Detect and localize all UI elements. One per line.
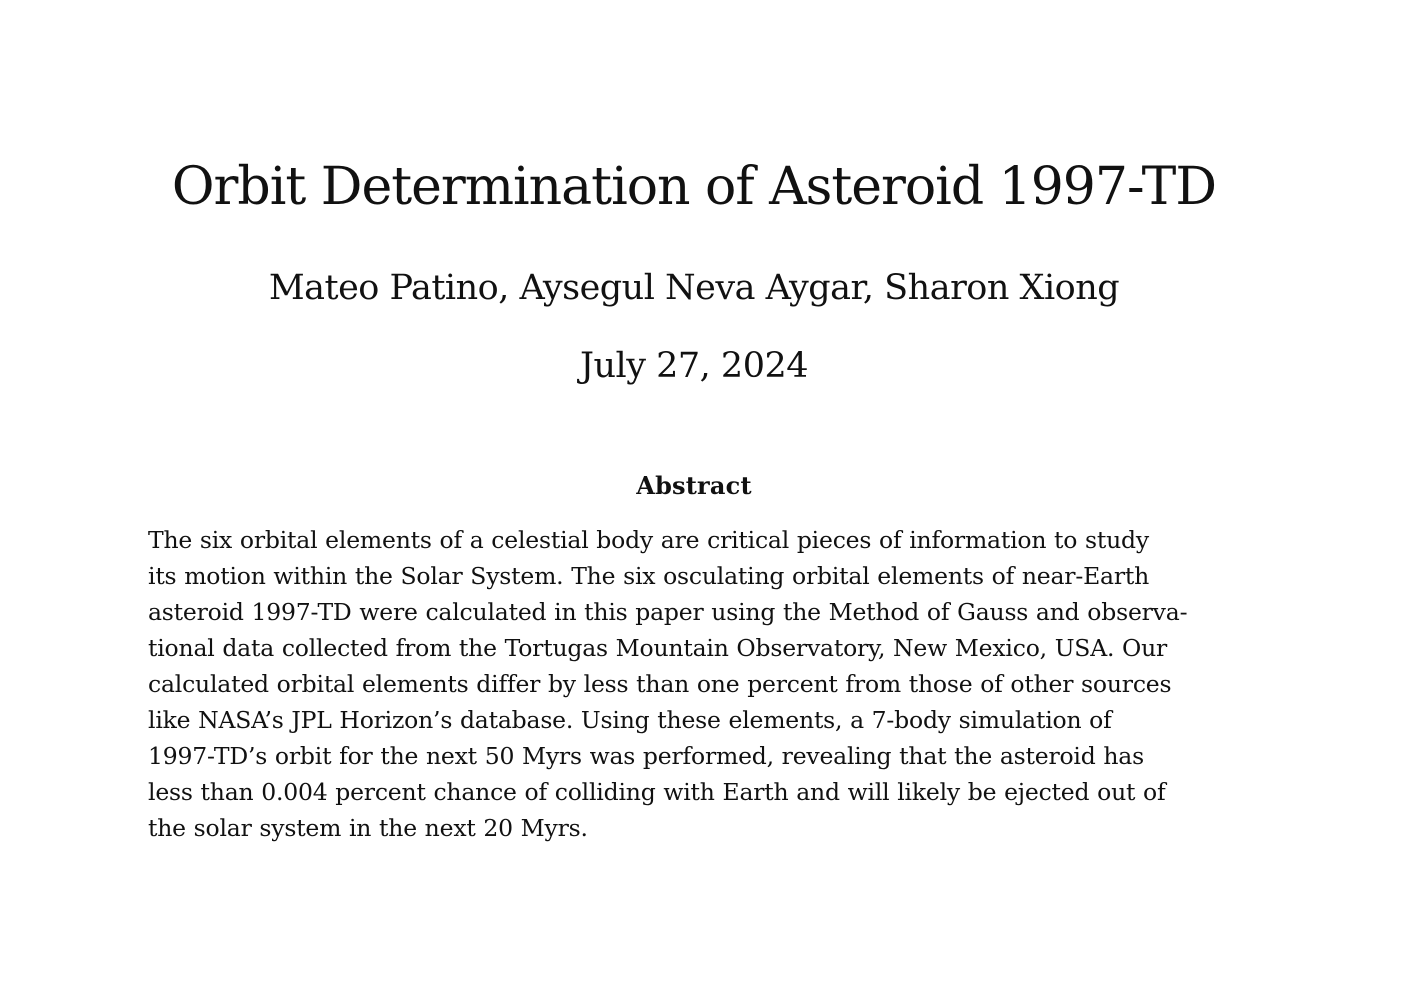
paper-date: July 27, 2024 bbox=[579, 346, 809, 386]
abstract-body bbox=[148, 522, 1240, 846]
abstract-line: tional data collected from the Tortugas Mountain Observatory, New Mexico, USA. Our bbox=[148, 634, 1168, 662]
abstract-line: less than 0.004 percent chance of colliding with Earth and will likely be ejected out of bbox=[148, 778, 1166, 806]
paper-title: Orbit Determination of Asteroid 1997-TD bbox=[171, 157, 1217, 217]
abstract-line: asteroid 1997-TD were calculated in this paper using the Method of Gauss and observa- bbox=[148, 598, 1188, 626]
abstract-heading: Abstract bbox=[636, 471, 752, 500]
abstract-line: like NASA’s JPL Horizon’s database. Using these elements, a 7-body simulation of bbox=[148, 706, 1112, 734]
abstract-line: The six orbital elements of a celestial body are critical pieces of information to study bbox=[148, 526, 1149, 554]
abstract-line: 1997-TD’s orbit for the next 50 Myrs was performed, revealing that the asteroid has bbox=[148, 742, 1144, 770]
abstract-line: its motion within the Solar System. The six osculating orbital elements of near-Earth bbox=[148, 562, 1150, 590]
abstract-line: the solar system in the next 20 Myrs. bbox=[148, 814, 588, 842]
paper-authors: Mateo Patino, Aysegul Neva Aygar, Sharon Xiong bbox=[268, 268, 1120, 308]
abstract-line: calculated orbital elements differ by less than one percent from those of other sources bbox=[148, 670, 1172, 698]
